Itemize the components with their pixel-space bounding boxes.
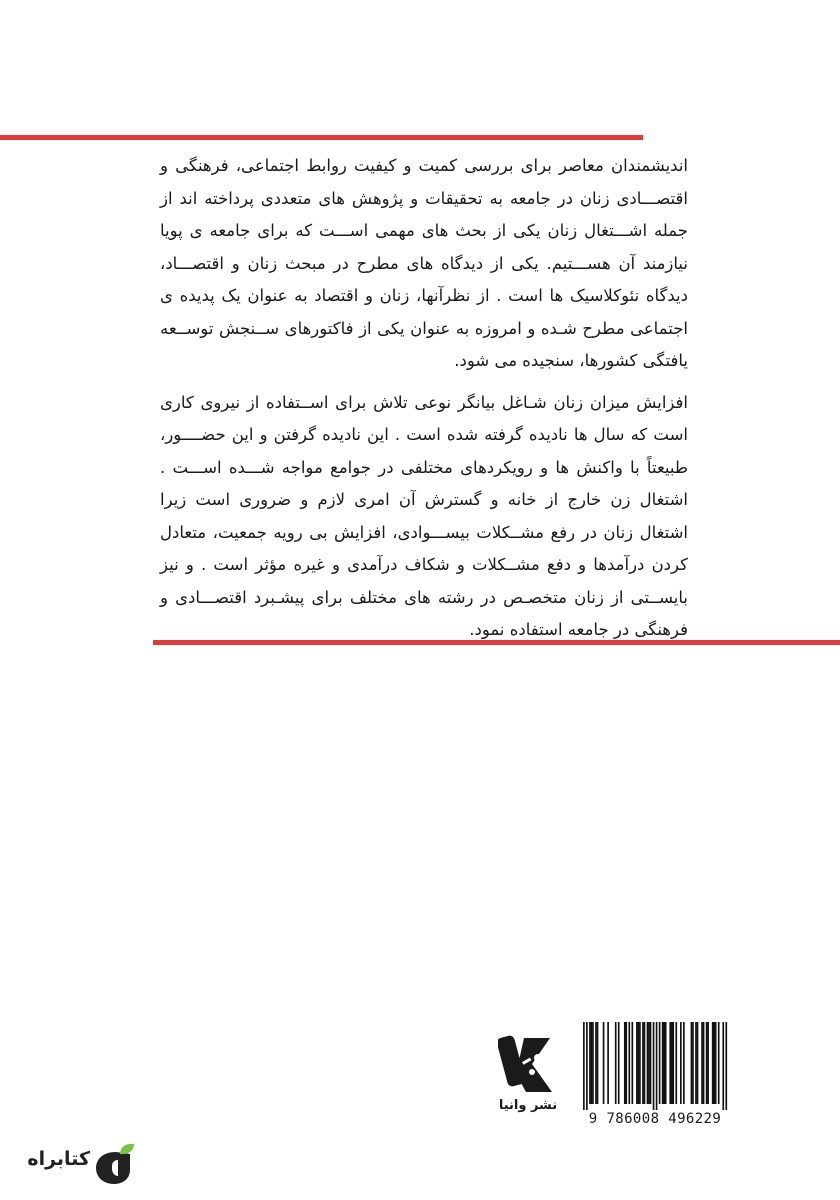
- barcode-bar: [706, 1022, 708, 1104]
- barcode-bar: [644, 1022, 646, 1104]
- barcode-bar: [692, 1022, 694, 1104]
- barcode-bar: [650, 1022, 652, 1104]
- barcode-bar: [656, 1022, 658, 1110]
- barcode-bar: [712, 1022, 714, 1104]
- barcode-bar: [665, 1022, 667, 1104]
- barcode-bar: [703, 1022, 705, 1104]
- barcode-bar: [603, 1022, 605, 1104]
- ketabrah-logo-icon: [90, 1142, 136, 1186]
- barcode-bar: [680, 1022, 682, 1104]
- bottom-divider-rule: [153, 640, 840, 645]
- barcode-bar: [591, 1022, 593, 1104]
- barcode-bar: [625, 1022, 627, 1104]
- barcode-bar: [615, 1022, 617, 1104]
- barcode-bar: [669, 1022, 671, 1104]
- barcode-bar: [653, 1022, 655, 1110]
- barcode-bar: [642, 1022, 644, 1104]
- barcode-bar: [683, 1022, 685, 1104]
- barcode-bar: [722, 1022, 724, 1110]
- barcode-bar: [589, 1022, 591, 1104]
- barcode-bar: [675, 1022, 677, 1104]
- barcode-bar: [586, 1022, 588, 1110]
- barcode-bar: [639, 1022, 641, 1104]
- barcode-bar: [713, 1022, 715, 1104]
- isbn-barcode: [580, 1022, 730, 1132]
- barcode-bar: [638, 1022, 640, 1104]
- barcode-bar: [697, 1022, 699, 1104]
- barcode-bar: [636, 1022, 638, 1104]
- barcode-bar: [592, 1022, 594, 1104]
- back-cover-text: [160, 150, 688, 647]
- barcode-bar: [718, 1022, 720, 1104]
- barcode-bar: [701, 1022, 703, 1104]
- barcode-bar: [659, 1022, 661, 1104]
- barcode-bar: [647, 1022, 649, 1104]
- brand-name: کتابراه: [27, 1148, 90, 1170]
- barcode-bar: [624, 1022, 626, 1104]
- barcode-bar: [595, 1022, 597, 1104]
- barcode-bar: [715, 1022, 717, 1104]
- barcode-bar: [583, 1022, 585, 1110]
- paragraph-2: افزایش میزان زنان شـاغل بیانگر نوعی تلاش برای اســتفاده از نیروی کاری است که سال ها نادیده گرفته شده است . این نادیده گرفتن و این حضــــور، طبیعتاً با واکنش ها و رویکردهای مختلفی در جوامع مواجه شـــده اســـت . اشتغال زن خارج از خانه و گسترش آن امری لازم و ضروری است زیرا اشتغال زنان در رفع مشــکلات بیســـوادی، افزایش بی رویه جمعیت، متعادل کردن درآمدها و دفع مشــکلات و شکاف درآمدی و غیره مؤثر است . و نیز بایســتی از زنان متخصـص در رشته های مختلف برای پیشـبرد اقتصـــادی و فرهنگی در جامعه استفاده نمود.: [160, 392, 688, 639]
- barcode-bar: [597, 1022, 599, 1104]
- barcode-bar: [628, 1022, 630, 1104]
- top-divider-rule: [0, 135, 643, 140]
- barcode-bar: [663, 1022, 665, 1104]
- barcode-bar: [695, 1022, 697, 1104]
- barcode-bar: [618, 1022, 620, 1104]
- barcode-bar: [648, 1022, 650, 1104]
- paragraph-1: اندیشمندان معاصر برای بررسی کمیت و کیفیت روابط اجتماعی، فرهنگی و اقتصـــادی زنان در جامعه به تحقیقات و پژوهش های متعددی پرداخته اند از جمله اشـــتغال زنان یکی از بحث های مهمی اســـت که برای جامعه ی پویا نیازمند آن هســـتیم. یکی از دیدگاه های مطرح در مبحث زنان و اقتصـــاد، دیدگاه نئوکلاسیک ها است . از نظرآنها، زنان و اقتصاد به عنوان یک پدیده ی اجتماعی مطرح شـده و امروزه به عنوان یکی از فاکتورهای ســنجش توســعه یافتگی کشورها، سنجیده می شود.: [160, 156, 688, 370]
- barcode-bar: [671, 1022, 673, 1104]
- barcode-bar: [707, 1022, 709, 1104]
- barcode-digits: 9 786008 496229: [588, 1111, 722, 1127]
- barcode-bar: [672, 1022, 674, 1104]
- barcode-bar: [691, 1022, 693, 1104]
- barcode-bar: [725, 1022, 727, 1110]
- barcode-bar: [662, 1022, 664, 1104]
- barcode-bar: [632, 1022, 634, 1104]
- barcode-bar: [607, 1022, 609, 1104]
- publisher-name: نشر وانیا: [498, 1098, 558, 1113]
- barcode-bars: [580, 1022, 730, 1110]
